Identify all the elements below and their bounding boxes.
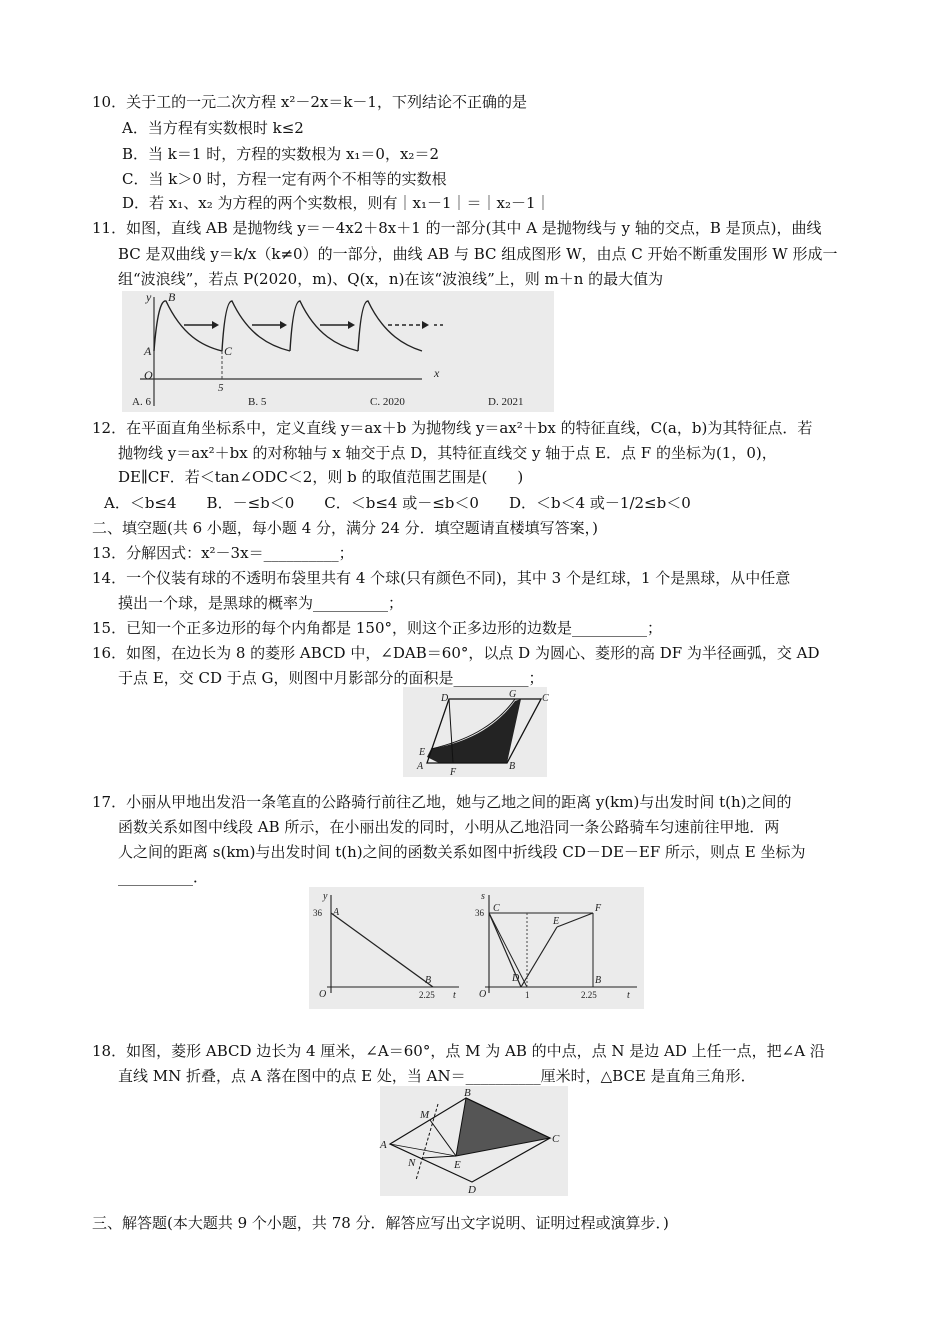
label-d: D: [468, 1184, 476, 1196]
q10-option-c: C．当 k＞0 时，方程一定有两个不相等的实数根: [122, 170, 447, 188]
arrow-4-head: [422, 321, 429, 329]
label-a: A: [417, 761, 424, 772]
q17-line-2: 函数关系如图中线段 AB 所示，在小丽出发的同时，小明从乙地沿同一条公路骑车匀速前往甲地．两: [118, 818, 780, 836]
q13: 13．分解因式：x²－3x＝__________；: [92, 544, 354, 562]
q15: 15．已知一个正多边形的每个内角都是 150°，则这个正多边形的边数是__________；: [92, 619, 662, 637]
q18-rhombus-figure: [380, 1086, 568, 1196]
g2-label-t: t: [627, 990, 630, 1001]
segment-ef: [557, 913, 593, 927]
wave-3: [290, 301, 358, 351]
g2-label-o: O: [479, 989, 487, 1000]
g2-label-36: 36: [475, 908, 484, 918]
label-e: E: [419, 747, 426, 758]
label-d: D: [441, 693, 449, 704]
q10-option-d: D．若 x₁、x₂ 为方程的两个实数根，则有｜x₁－1｜＝｜x₂－1｜: [122, 194, 551, 212]
arrow-1-head: [212, 321, 219, 329]
label-g: G: [509, 689, 517, 700]
label-x: x: [434, 366, 440, 380]
q10-stem: 10．关于工的一元二次方程 x²－2x＝k－1，下列结论不正确的是: [92, 93, 527, 111]
label-f: F: [450, 767, 457, 778]
arrow-3-head: [348, 321, 355, 329]
g2-label-1: 1: [525, 990, 530, 1000]
label-c: C: [552, 1133, 560, 1145]
g2-label-f: F: [595, 903, 602, 914]
q17-graphs-figure: [309, 887, 644, 1009]
q11-wave-graph: [122, 291, 554, 412]
choice-a: A. 6: [132, 396, 151, 408]
q17-line-1: 17．小丽从甲地出发沿一条笔直的公路骑行前往乙地，她与乙地之间的距离 y(km)与出发时间 t(h)之间的: [92, 793, 792, 811]
q12-line-2: 抛物线 y＝ax²＋bx 的对称轴与 x 轴交于点 D，其特征直线交 y 轴于点 E．点 F 的坐标为(1，0)，: [118, 444, 777, 462]
q18-line-1: 18．如图，菱形 ABCD 边长为 4 厘米，∠A＝60°，点 M 为 AB 的中点，点 N 是边 AD 上任一点，把∠A 沿: [92, 1042, 825, 1060]
wave-2: [222, 301, 290, 351]
q17-line-3: 人之间的距离 s(km)与出发时间 t(h)之间的函数关系如图中折线段 CD－DE－EF 所示，则点 E 坐标为: [118, 843, 806, 861]
q14-line-1: 14．一个仪装有球的不透明布袋里共有 4 个球(只有颜色不同)，其中 3 个是红球，1 个是黑球，从中任意: [92, 569, 791, 587]
q11-wave-figure: [122, 291, 554, 412]
segment-ab: [331, 913, 433, 987]
g1-label-36: 36: [313, 908, 322, 918]
choice-d: D. 2021: [488, 396, 524, 408]
label-m: M: [420, 1109, 430, 1121]
label-c: C: [224, 344, 233, 358]
section-3-heading: 三、解答题(本大题共 9 个小题，共 78 分．解答应写出文字说明、证明过程或演算步．): [92, 1214, 669, 1232]
g1-label-b: B: [425, 975, 432, 986]
g2-label-e: E: [553, 916, 560, 927]
g2-label-d: D: [512, 973, 520, 984]
g1-label-y: y: [323, 891, 328, 902]
q11-line-2: BC 是双曲线 y＝k/x（k≠0）的一部分，曲线 AB 与 BC 组成图形 W，由点 C 开始不断重发围形 W 形成一: [118, 245, 838, 263]
q11-line-1: 11．如图，直线 AB 是抛物线 y＝－4x2＋8x＋1 的一部分(其中 A 是抛物线与 y 轴的交点，B 是顶点)，曲线: [92, 219, 822, 237]
q18-line-2: 直线 MN 折叠，点 A 落在图中的点 E 处，当 AN＝__________厘米时，△BCE 是直角三角形．: [118, 1067, 756, 1085]
q10-option-a: A．当方程有实数根时 k≤2: [122, 119, 304, 137]
g2-label-c: C: [493, 903, 500, 914]
wave-1: [154, 301, 222, 351]
g2-label-b: B: [595, 975, 602, 986]
q16-line-1: 16．如图，在边长为 8 的菱形 ABCD 中，∠DAB＝60°，以点 D 为圆心、菱形的高 DF 为半径画弧，交 AD: [92, 644, 820, 662]
label-a: A: [380, 1139, 387, 1151]
label-b: B: [509, 761, 516, 772]
arrow-2-head: [280, 321, 287, 329]
q18-rhombus-graph: [380, 1086, 568, 1196]
line-ne: [422, 1156, 456, 1158]
q16-line-2: 于点 E，交 CD 于点 G，则图中月影部分的面积是__________；: [118, 669, 544, 687]
q10-option-b: B．当 k＝1 时，方程的实数根为 x₁＝0，x₂＝2: [122, 145, 439, 163]
g1-label-a: A: [333, 907, 340, 918]
label-5: 5: [218, 382, 224, 394]
label-y: y: [146, 290, 152, 304]
g1-label-t: t: [453, 990, 456, 1001]
q14-line-2: 摸出一个球，是黑球的概率为__________；: [118, 594, 404, 612]
choice-c: C. 2020: [370, 396, 405, 408]
label-b: B: [168, 290, 176, 304]
q12-line-3: DE∥CF．若＜tan∠ODC＜2，则 b 的取值范围艺围是( ): [118, 468, 524, 486]
q16-rhombus-graph: [403, 687, 547, 777]
g2-label-s: s: [481, 891, 485, 902]
q16-rhombus-figure: [403, 687, 547, 777]
g2-label-225: 2.25: [581, 990, 597, 1000]
segment-de: [521, 927, 557, 987]
q17-line-4: __________．: [118, 868, 209, 886]
label-c: C: [542, 693, 549, 704]
q11-line-3: 组“波浪线”，若点 P(2020，m)、Q(x，n)在该“波浪线”上，则 m＋n 的最大值为: [118, 270, 664, 288]
label-a: A: [144, 344, 152, 358]
q12-options: A．＜b≤4 B．－≤b＜0 C．＜b≤4 或－≤b＜0 D．＜b＜4 或－1/2≤b＜0: [104, 494, 691, 512]
label-e: E: [454, 1159, 461, 1171]
label-b: B: [464, 1087, 471, 1099]
triangle-bce: [456, 1098, 550, 1156]
choice-b: B. 5: [248, 396, 267, 408]
q12-line-1: 12．在平面直角坐标系中，定义直线 y＝ax＋b 为抛物线 y＝ax²＋bx 的特征直线，C(a，b)为其特征点．若: [92, 419, 813, 437]
line-c-1: [489, 913, 527, 987]
label-o: O: [144, 368, 153, 382]
g1-label-225: 2.25: [419, 990, 435, 1000]
wave-4: [358, 301, 422, 351]
label-n: N: [408, 1157, 416, 1169]
line-me: [430, 1120, 456, 1156]
section-2-heading: 二、填空题(共 6 小题，每小题 4 分，满分 24 分．填空题请直楼填写答案，): [92, 519, 598, 537]
q17-graphs: [309, 887, 644, 1009]
g1-label-o: O: [319, 989, 327, 1000]
